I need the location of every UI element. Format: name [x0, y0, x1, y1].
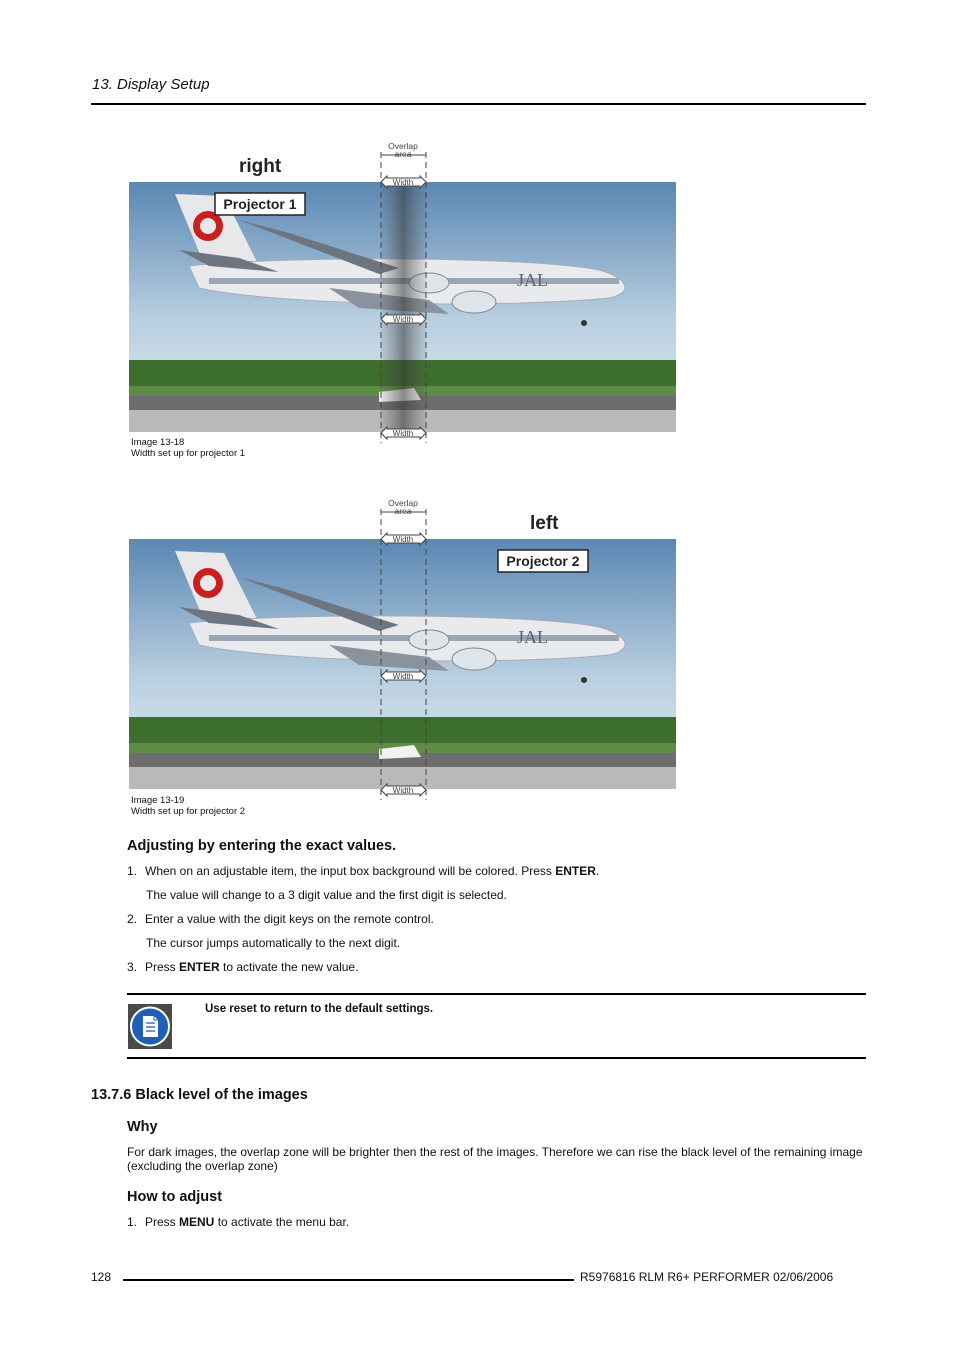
width-arrow [381, 533, 426, 545]
airplane-photo [129, 539, 676, 789]
figure-2-drawing [129, 489, 676, 809]
figure-projector-2 [129, 489, 676, 797]
projector-label [215, 193, 305, 215]
section-title: 13.7.6 Black level of the images [91, 1087, 308, 1103]
footer-document-info: R5976816 RLM R6+ PERFORMER 02/06/2006 [580, 1270, 834, 1284]
svg-text:Width: Width [392, 429, 414, 438]
side-label: left [530, 513, 559, 534]
figure-2-caption [131, 795, 245, 817]
key-name: ENTER [179, 960, 220, 974]
key-name: MENU [179, 1215, 215, 1229]
svg-text:Width: Width [392, 315, 414, 324]
svg-text:Width: Width [392, 535, 414, 544]
svg-text:Width: Width [392, 786, 414, 795]
airline-logo: JAL [517, 627, 548, 647]
figure-1-drawing [129, 132, 676, 452]
projector-label [498, 550, 588, 572]
caption-text: Width set up for projector 2 [131, 806, 246, 817]
document-note-icon [128, 1004, 172, 1049]
page-header-title: 13. Display Setup [92, 76, 210, 93]
svg-text:Projector 1: Projector 1 [223, 196, 297, 212]
step-item: 1. When on an adjustable item, the input box background will be colored. Press ENTER. [127, 864, 600, 878]
width-arrow [381, 313, 426, 325]
step-item: 3. Press ENTER to activate the new value. [127, 960, 359, 974]
page-number: 128 [91, 1270, 112, 1284]
airplane-photo [129, 182, 676, 432]
why-text: For dark images, the overlap zone will be brighter then the rest of the images. Therefore we can rise the black level of the remaining image (excluding the overlap zone) [127, 1145, 863, 1173]
footer-rule [123, 1279, 574, 1281]
side-label: right [239, 156, 282, 177]
airline-logo: JAL [517, 270, 548, 290]
step-note: The value will change to a 3 digit value and the first digit is selected. [146, 888, 507, 902]
svg-text:Width: Width [392, 178, 414, 187]
figure-projector-1 [129, 132, 676, 440]
caption-image-number: Image 13-19 [131, 795, 185, 806]
caption-text: Width set up for projector 1 [131, 448, 246, 459]
how-to-adjust-title: How to adjust [127, 1189, 223, 1205]
note-top-rule [127, 993, 866, 995]
svg-text:Projector 2: Projector 2 [506, 553, 580, 569]
overlap-label: Overlap [388, 141, 418, 151]
width-arrow [381, 427, 426, 439]
overlap-label: area [394, 149, 412, 159]
caption-image-number: Image 13-18 [131, 437, 185, 448]
note-box-icon-frame [128, 1004, 172, 1049]
step-item: 2. Enter a value with the digit keys on the remote control. [127, 912, 434, 926]
width-arrow [381, 176, 426, 188]
width-arrow [381, 670, 426, 682]
svg-text:Width: Width [392, 672, 414, 681]
width-arrow [381, 784, 426, 796]
header-rule [91, 103, 866, 105]
step-item: 1. Press MENU to activate the menu bar. [127, 1215, 350, 1229]
key-name: ENTER [555, 864, 596, 878]
figure-1-caption [131, 437, 245, 459]
note-bottom-rule [127, 1057, 866, 1059]
overlap-label: Overlap [388, 498, 418, 508]
overlap-label: area [394, 506, 412, 516]
subsection-title: Adjusting by entering the exact values. [127, 838, 397, 854]
step-note: The cursor jumps automatically to the next digit. [146, 936, 401, 950]
why-title: Why [127, 1119, 158, 1135]
note-box-text: Use reset to return to the default settings. [205, 1003, 434, 1015]
